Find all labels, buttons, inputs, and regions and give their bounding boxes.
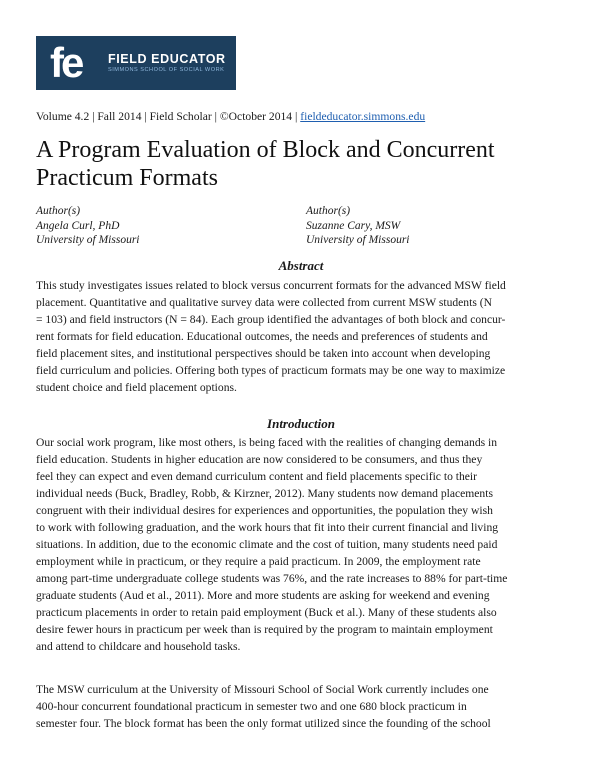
logo-mark-text: fe	[50, 43, 82, 83]
text-line: Our social work program, like most others, is being faced with the realities of changing demands in	[36, 436, 498, 449]
author-heading: Author(s)	[306, 205, 351, 217]
text-line: The MSW curriculum at the University of Missouri School of Social Work currently includes one	[36, 683, 489, 696]
journal-logo	[36, 36, 236, 90]
text-line: congruent with their individual desires for experiences and opportunities, the population they wish	[36, 504, 493, 517]
text-line: = 103) and field instructors (N = 84). Each group identified the advantages of both block and concur-	[36, 313, 506, 326]
author-name: Angela Curl, PhD	[36, 219, 120, 232]
text-line: employment while in practicum, or they require a paid practicum. In 2009, the employment rate	[36, 555, 481, 568]
text-line: graduate students (Aud et al., 2011). More and more students are asking for weekend and evening	[36, 589, 490, 602]
citation-text: Volume 4.2 | Fall 2014 | Field Scholar | ©October 2014 |	[36, 110, 301, 123]
abstract-heading: Abstract	[278, 258, 324, 273]
journal-link[interactable]: fieldeducator.simmons.edu	[300, 110, 426, 123]
text-line: student choice and field placement options.	[36, 381, 237, 394]
text-line: practicum placements in order to retain paid employment (Buck et al.). Many of these students also	[36, 606, 497, 619]
text-line: feel they can expect and even demand curriculum content and field placements specific to their	[36, 470, 478, 483]
fe-logo-icon	[50, 43, 100, 83]
text-line: among part-time undergraduate college students was 76%, and the rate increases to 88% for part-time	[36, 572, 508, 585]
text-line: to work with following graduation, and the work hours that fit into their current financial and living	[36, 521, 499, 534]
article-title	[36, 136, 576, 192]
text-line: and attend to childcare and household tasks.	[36, 640, 241, 653]
author-block	[36, 204, 140, 248]
introduction-paragraph-2	[36, 681, 566, 732]
logo-subtitle: SIMMONS SCHOOL OF SOCIAL WORK	[108, 67, 225, 73]
text-line: field curriculum and policies. Offering both types of practicum formats may be one way to maximize	[36, 364, 506, 377]
introduction-paragraph-1	[36, 434, 566, 655]
author-heading: Author(s)	[36, 205, 81, 217]
text-line: desire fewer hours in practicum per week than is required by the program to maintain employment	[36, 623, 493, 636]
text-line: situations. In addition, due to the economic climate and the cost of tuition, many students need paid	[36, 538, 498, 551]
text-line: This study investigates issues related to block versus concurrent formats for the advanced MSW field	[36, 279, 506, 292]
title-line: A Program Evaluation of Block and Concurrent	[36, 137, 495, 163]
text-line: semester four. The block format has been the only format utilized since the founding of the school	[36, 717, 491, 730]
text-line: 400-hour concurrent foundational practicum in semester two and one 680 block practicum in	[36, 700, 467, 713]
author-block	[306, 204, 410, 248]
logo-title: FIELD EDUCATOR	[108, 52, 226, 66]
author-affiliation: University of Missouri	[36, 234, 140, 246]
abstract-paragraph	[36, 277, 566, 396]
text-line: placement. Quantitative and qualitative survey data were collected from current MSW students (N	[36, 296, 492, 309]
text-line: field placement sites, and institutional perspectives should be taken into account when developing	[36, 347, 491, 360]
text-line: individual needs (Buck, Bradley, Robb, & Kirzner, 2012). Many students now demand placements	[36, 487, 493, 500]
text-line: field education. Students in higher education are now considered to be consumers, and thus they	[36, 453, 483, 466]
author-name: Suzanne Cary, MSW	[306, 219, 401, 232]
text-line: rent formats for field education. Educational outcomes, the needs and preferences of students and	[36, 330, 488, 343]
introduction-heading: Introduction	[267, 416, 335, 431]
title-line: Practicum Formats	[36, 165, 218, 191]
citation-line	[36, 110, 576, 124]
author-affiliation: University of Missouri	[306, 234, 410, 246]
